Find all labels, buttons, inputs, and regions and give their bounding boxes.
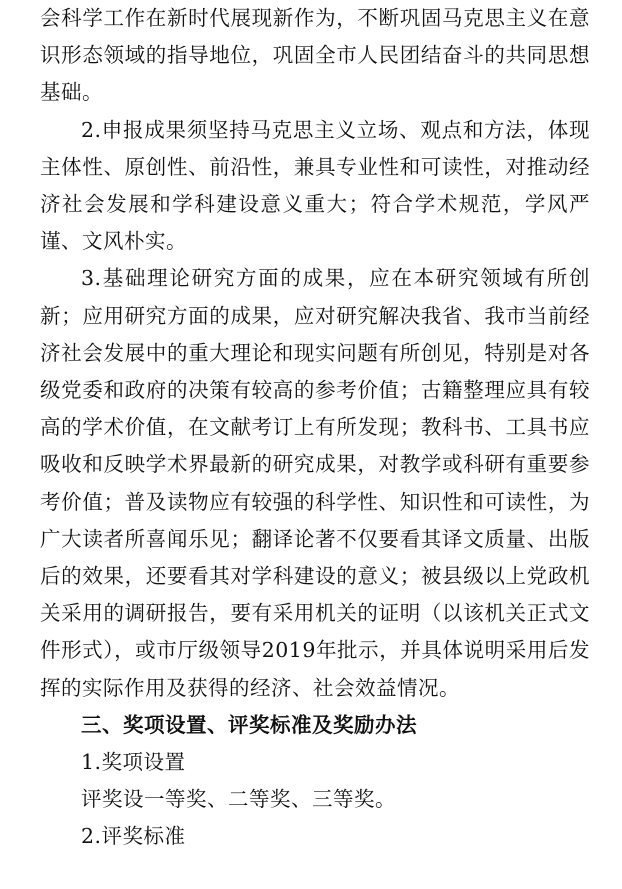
document-page [40,0,590,856]
subsection-heading-awards: 1.奖项设置 [81,750,186,775]
paragraph-continuation: 会科学工作在新时代展现新作为，不断巩固马克思主义在意识形态领域的指导地位，巩固全市人民团结奋斗的共同思想基础。 [40,6,590,105]
paragraph-item-3: 3.基础理论研究方面的成果，应在本研究领域有所创新；应用研究方面的成果，应对研究解决我省、我市当前经济社会发展中的重大理论和现实问题有所创见，特别是对各级党委和政府的决策有较高的参考价值；古籍整理应具有较高的学术价值，在文献考订上有所发现；教科书、工具书应吸收和反映学术界最新的研究成果，对教学或科研有重要参考价值；普及读物应有较强的科学性、知识性和可读性，为广大读者所喜闻乐见；翻译论著不仅要看其译文质量、出版后的效果，还要看其对学科建设的意义；被县级以上党政机关采用的调研报告，要有采用机关的证明（以该机关正式文件形式），或市厅级领导2019年批示，并具体说明采用后发挥的实际作用及获得的经济、社会效益情况。 [40,266,590,700]
subsection-heading-criteria: 2.评奖标准 [81,824,186,849]
section-heading: 三、奖项设置、评奖标准及奖励办法 [81,712,417,737]
paragraph-item-2: 2.申报成果须坚持马克思主义立场、观点和方法，体现主体性、原创性、前沿性，兼具专业性和可读性，对推动经济社会发展和学科建设意义重大；符合学术规范，学风严谨、文风朴实。 [40,117,590,254]
awards-description: 评奖设一等奖、二等奖、三等奖。 [81,787,396,812]
